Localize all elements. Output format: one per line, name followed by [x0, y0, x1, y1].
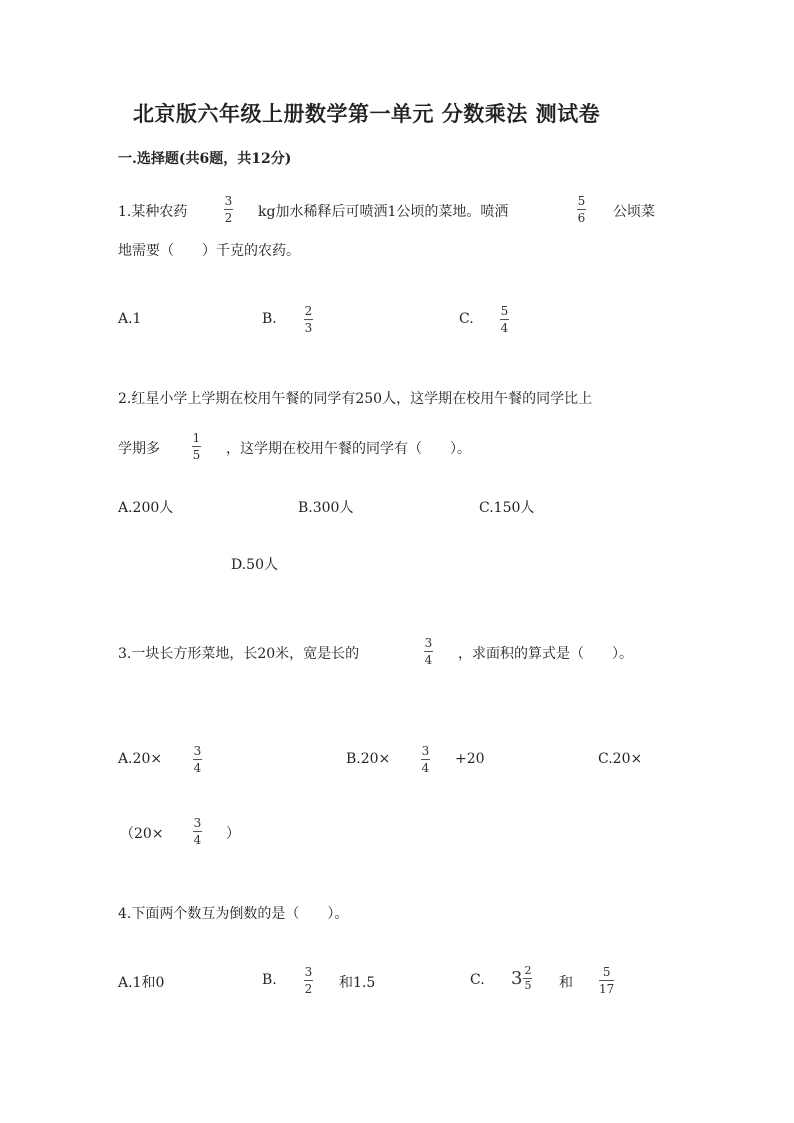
q4-option-b-fraction — [304, 965, 313, 996]
fraction-denominator: 4 — [421, 761, 430, 775]
fraction-denominator: 4 — [193, 761, 202, 775]
fraction-denominator: 5 — [524, 979, 532, 992]
fraction-bar — [193, 831, 202, 832]
q1-stem-start: 1.某种农药 — [118, 204, 188, 220]
q4-option-c-mixed-number — [511, 965, 532, 992]
q1-option-b-fraction — [304, 304, 313, 335]
q3-option-c[interactable]: C.20× — [598, 751, 643, 767]
q4-option-c-fraction — [599, 965, 614, 996]
fraction-denominator: 5 — [192, 448, 201, 462]
fraction-bar — [424, 651, 433, 652]
q3-option-b-fraction — [421, 744, 430, 775]
q4-option-b-suffix: 和1.5 — [339, 975, 376, 991]
fraction-numerator: 3 — [193, 744, 202, 758]
fraction-bar — [304, 980, 313, 981]
section-heading: 一.选择题(共6题，共12分) — [118, 151, 292, 167]
fraction-numerator: 1 — [192, 431, 201, 445]
mixed-number-whole: 3 — [511, 968, 523, 989]
fraction-numerator: 3 — [224, 194, 233, 208]
fraction-bar — [421, 759, 430, 760]
fraction-numerator: 3 — [304, 965, 313, 979]
q3-option-d-end: ） — [226, 826, 240, 842]
fraction-bar — [192, 446, 201, 447]
q2-option-d[interactable]: D.50人 — [231, 557, 278, 573]
fraction-bar — [500, 319, 509, 320]
q1-option-c-label: C. — [459, 311, 474, 327]
q3-stem-start: 3.一块长方形菜地，长20米，宽是长的 — [118, 646, 360, 662]
q2-stem-line2-start: 学期多 — [118, 441, 160, 457]
fraction-denominator: 2 — [304, 982, 313, 996]
q1-stem-end: 公顷菜 — [613, 204, 655, 220]
mixed-number-fraction — [523, 965, 532, 992]
q2-stem-line1: 2.红星小学上学期在校用午餐的同学有250人，这学期在校用午餐的同学比上 — [118, 391, 593, 407]
page-title: 北京版六年级上册数学第一单元 分数乘法 测试卷 — [133, 101, 601, 126]
fraction-bar — [577, 209, 586, 210]
q3-option-d-start: （20× — [120, 826, 164, 842]
q1-option-c-fraction — [500, 304, 509, 335]
fraction-denominator: 3 — [304, 321, 313, 335]
fraction-numerator: 3 — [424, 636, 433, 650]
q4-option-a[interactable]: A.1和0 — [118, 975, 165, 991]
q1-option-b-label: B. — [262, 311, 277, 327]
fraction-numerator: 3 — [193, 816, 202, 830]
q2-option-b[interactable]: B.300人 — [298, 500, 354, 516]
q1-stem-line2: 地需要（ ）千克的农药。 — [118, 243, 300, 259]
fraction-denominator: 4 — [500, 321, 509, 335]
q2-option-c[interactable]: C.150人 — [479, 500, 535, 516]
fraction-bar — [599, 980, 614, 981]
q4-option-b-label: B. — [262, 972, 277, 988]
fraction-numerator: 2 — [524, 964, 532, 977]
q3-fraction-3-4 — [424, 636, 433, 667]
q1-fraction-5-6 — [577, 194, 586, 225]
fraction-denominator: 6 — [577, 211, 586, 225]
fraction-bar — [224, 209, 233, 210]
fraction-denominator: 4 — [193, 833, 202, 847]
q3-option-b-suffix: +20 — [455, 751, 485, 767]
q2-fraction-1-5 — [192, 431, 201, 462]
q1-option-a[interactable]: A.1 — [118, 311, 142, 327]
fraction-numerator: 3 — [421, 744, 430, 758]
q4-option-c-and: 和 — [559, 975, 573, 991]
q2-option-a[interactable]: A.200人 — [118, 500, 174, 516]
fraction-numerator: 5 — [577, 194, 586, 208]
fraction-numerator: 5 — [500, 304, 509, 318]
fraction-bar — [193, 759, 202, 760]
q3-option-b-label: B.20× — [346, 751, 391, 767]
q3-stem-end: ，求面积的算式是（ ）。 — [458, 646, 633, 662]
q1-stem-middle: kg加水稀释后可喷洒1公顷的菜地。喷洒 — [258, 204, 509, 220]
fraction-numerator: 5 — [602, 965, 611, 979]
q4-option-c-label: C. — [470, 972, 485, 988]
fraction-denominator: 17 — [599, 982, 615, 996]
fraction-bar — [304, 319, 313, 320]
q1-fraction-3-2 — [224, 194, 233, 225]
q4-stem: 4.下面两个数互为倒数的是（ ）。 — [118, 906, 349, 922]
q3-option-a-fraction — [193, 744, 202, 775]
fraction-denominator: 4 — [424, 653, 433, 667]
q2-stem-line2-end: ，这学期在校用午餐的同学有（ ）。 — [226, 441, 471, 457]
q3-option-d-fraction — [193, 816, 202, 847]
fraction-denominator: 2 — [224, 211, 233, 225]
q3-option-a-label: A.20× — [118, 751, 163, 767]
fraction-numerator: 2 — [304, 304, 313, 318]
